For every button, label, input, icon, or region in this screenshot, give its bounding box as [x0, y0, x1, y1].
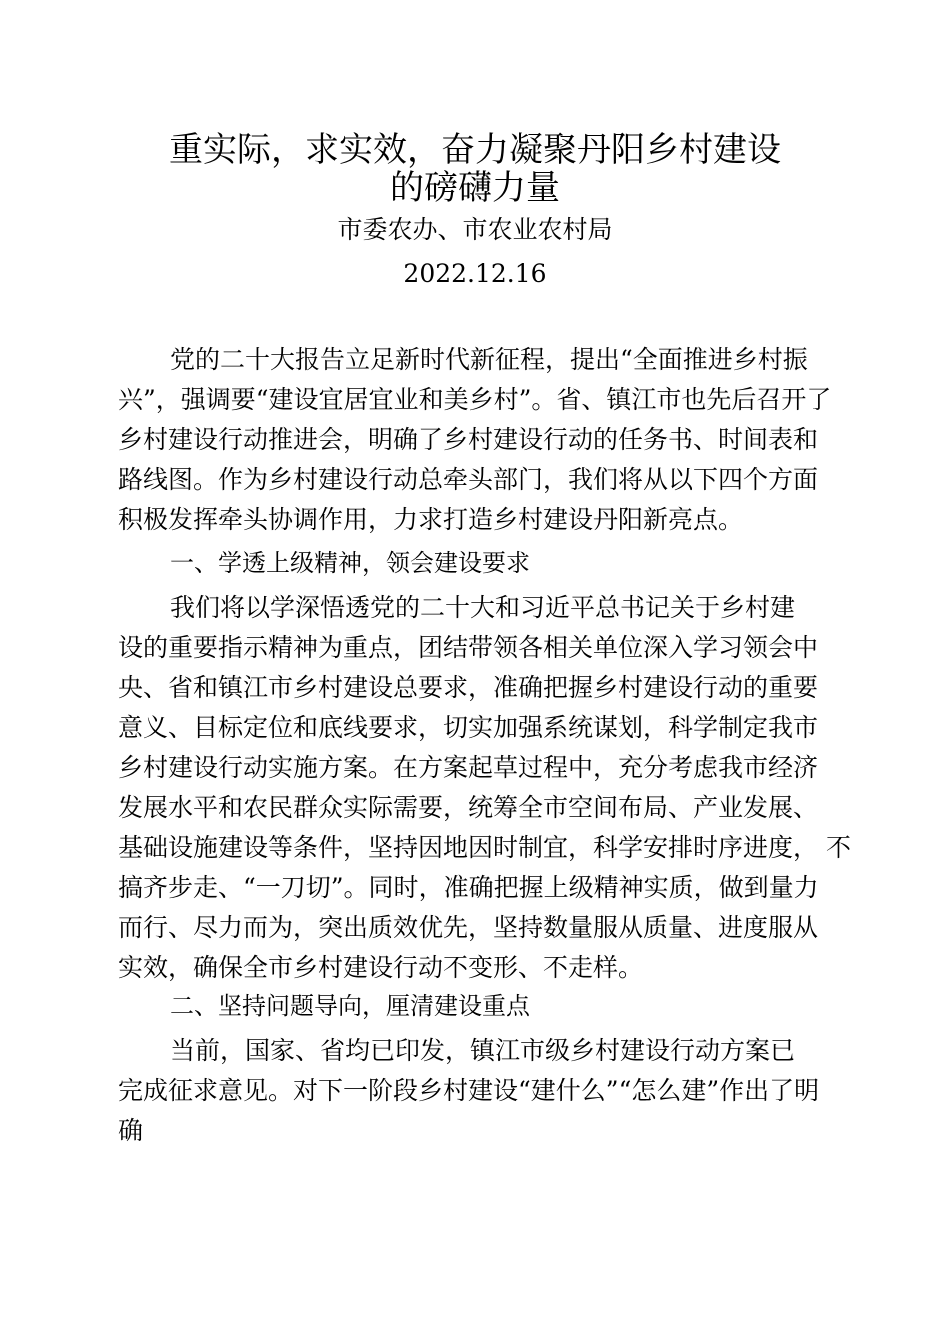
paragraph-line: 乡村建设行动实施方案。在方案起草过程中，充分考虑我市经济: [118, 753, 819, 782]
intro-paragraph: [118, 340, 848, 540]
paragraph-line: 搞齐步走、“一刀切”。同时，准确把握上级精神实质，做到量力: [118, 873, 819, 902]
paragraph-line: 设的重要指示精神为重点，团结带领各相关单位深入学习领会中: [118, 633, 819, 662]
paragraph-line: 路线图。作为乡村建设行动总牵头部门，我们将从以下四个方面: [118, 465, 819, 494]
paragraph-line: 央、省和镇江市乡村建设总要求，准确把握乡村建设行动的重要: [118, 673, 819, 702]
paragraph-line: 实效，确保全市乡村建设行动不变形、不走样。: [118, 953, 644, 982]
section-2-heading: 二、坚持问题导向，厘清建设重点: [170, 992, 530, 1020]
paragraph-line: 兴”，强调要“建设宜居宜业和美乡村”。省、镇江市也先后召开了: [118, 385, 832, 414]
paragraph-line: 而行、尽力而为，突出质效优先，坚持数量服从质量、进度服从: [118, 913, 819, 942]
paragraph-line: 乡村建设行动推进会，明确了乡村建设行动的任务书、时间表和: [118, 425, 819, 454]
section-2-paragraph: [118, 1031, 848, 1151]
paragraph-line: 当前，国家、省均已印发，镇江市级乡村建设行动方案已: [170, 1036, 796, 1065]
paragraph-line: 基础设施建设等条件，坚持因地因时制宜，科学安排时序进度， 不: [118, 833, 851, 862]
paragraph-line: 我们将以学深悟透党的二十大和习近平总书记关于乡村建: [170, 593, 796, 622]
paragraph-line: 党的二十大报告立足新时代新征程，提出“全面推进乡村振: [170, 345, 808, 374]
document-author: 市委农办、市农业农村局: [337, 215, 613, 244]
paragraph-line: 积极发挥牵头协调作用，力求打造乡村建设丹阳新亮点。: [118, 505, 744, 534]
paragraph-line: 完成征求意见。对下一阶段乡村建设“建什么”“怎么建”作出了明: [118, 1076, 820, 1105]
paragraph-line: 发展水平和农民群众实际需要，统筹全市空间布局、产业发展、: [118, 793, 819, 822]
section-1-heading: 一、学透上级精神，领会建设要求: [170, 549, 530, 577]
document-title-line-2: 的磅礴力量: [390, 168, 560, 208]
paragraph-line: 意义、目标定位和底线要求，切实加强系统谋划，科学制定我市: [118, 713, 819, 742]
paragraph-line: 确: [118, 1116, 144, 1145]
document-title-line-1: 重实际，求实效，奋力凝聚丹阳乡村建设: [169, 130, 781, 170]
section-1-paragraph: [118, 588, 851, 988]
document-date: 2022.12.16: [403, 259, 547, 288]
